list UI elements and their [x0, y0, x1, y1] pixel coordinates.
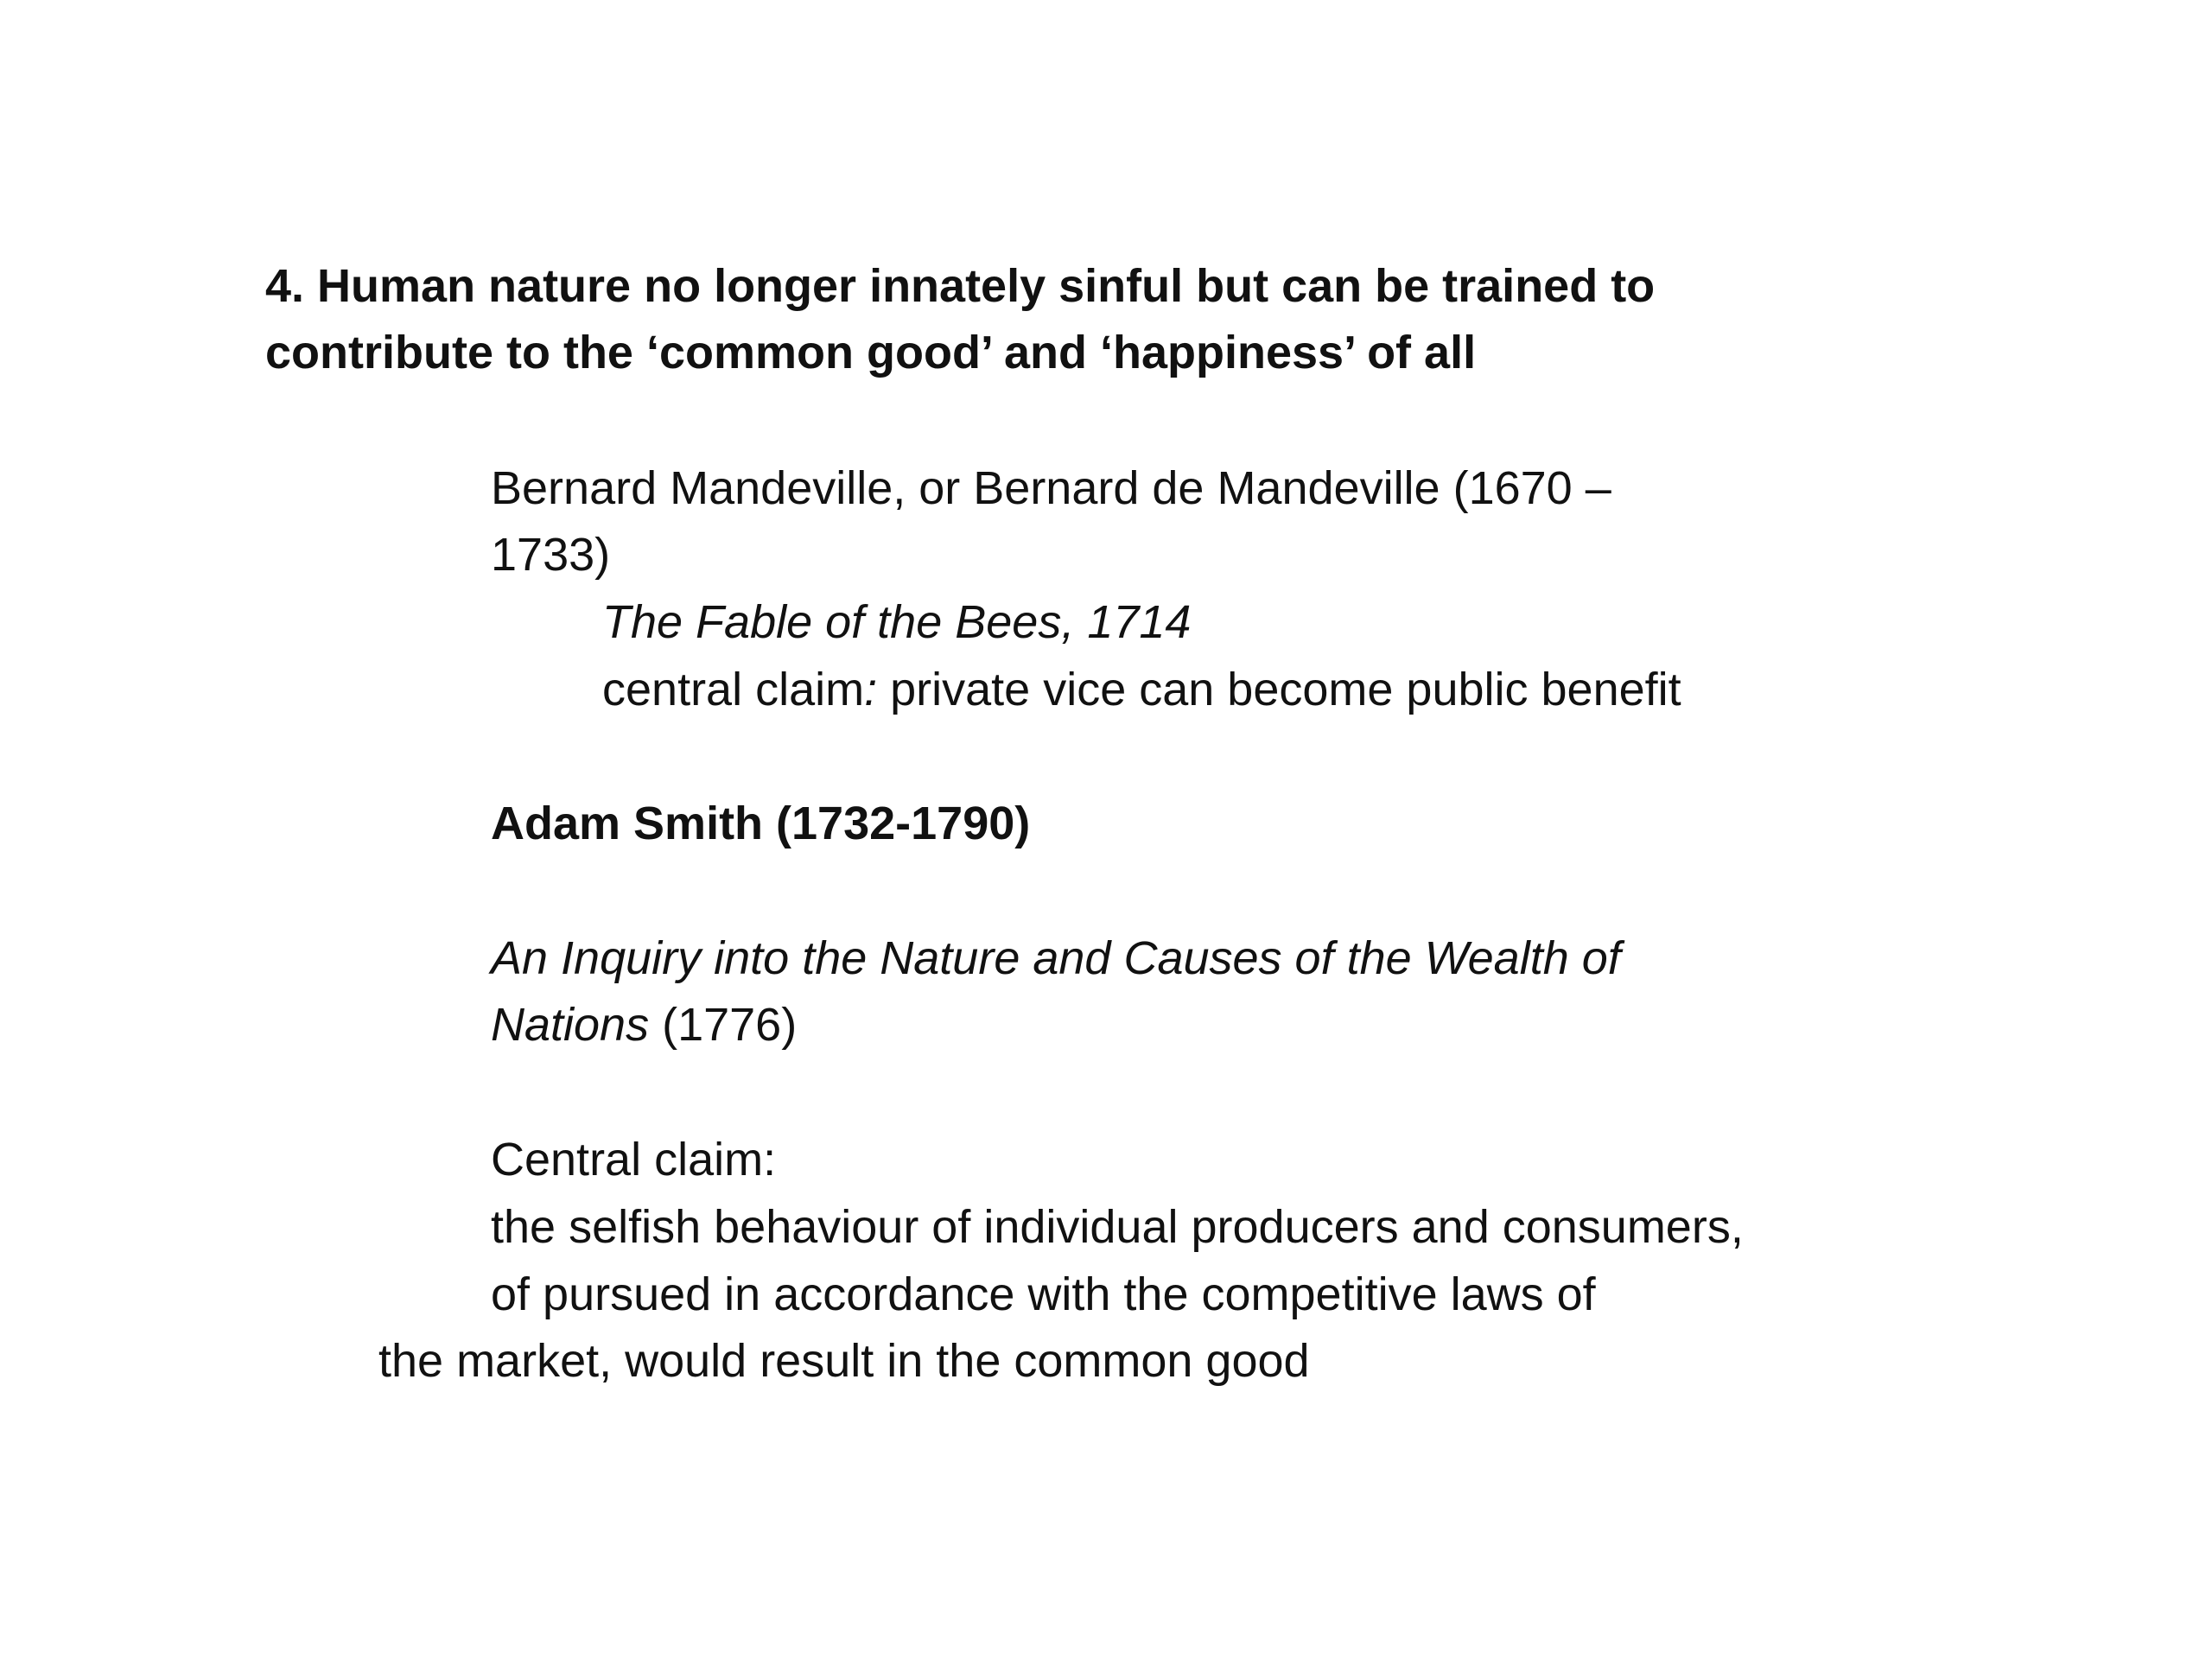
smith-name: Adam Smith (1732-1790) [491, 798, 1031, 849]
smith-work-title-end: Nations [491, 999, 650, 1051]
heading-line-1: 4. Human nature no longer innately sinful but can be trained to [265, 260, 1656, 312]
smith-claim-line-3: the market, would result in the common good [378, 1335, 1310, 1387]
smith-claim-label: Central claim: [491, 1134, 777, 1185]
smith-work-line-2 [491, 991, 797, 1058]
mandeville-name-line-1: Bernard Mandeville, or Bernard de Mandeville (1670 – [491, 462, 1611, 514]
heading-line-2: contribute to the ‘common good’ and ‘happiness’ of all [265, 327, 1477, 378]
mandeville-name-line-2: 1733) [491, 529, 611, 581]
smith-work-year: (1776) [649, 999, 798, 1051]
smith-work-line-1: An Inquiry into the Nature and Causes of the Wealth of [491, 932, 1621, 984]
mandeville-claim-label: central claim [602, 664, 865, 715]
mandeville-claim-text: private vice can become public benefit [877, 664, 1681, 715]
smith-claim-line-1: the selfish behaviour of individual producers and consumers, [491, 1201, 1744, 1253]
mandeville-claim-colon: : [864, 664, 878, 715]
mandeville-claim [602, 656, 1681, 723]
mandeville-work-title: The Fable of the Bees, 1714 [602, 596, 1192, 648]
smith-claim-line-2: of pursued in accordance with the competitive laws of [491, 1268, 1596, 1320]
